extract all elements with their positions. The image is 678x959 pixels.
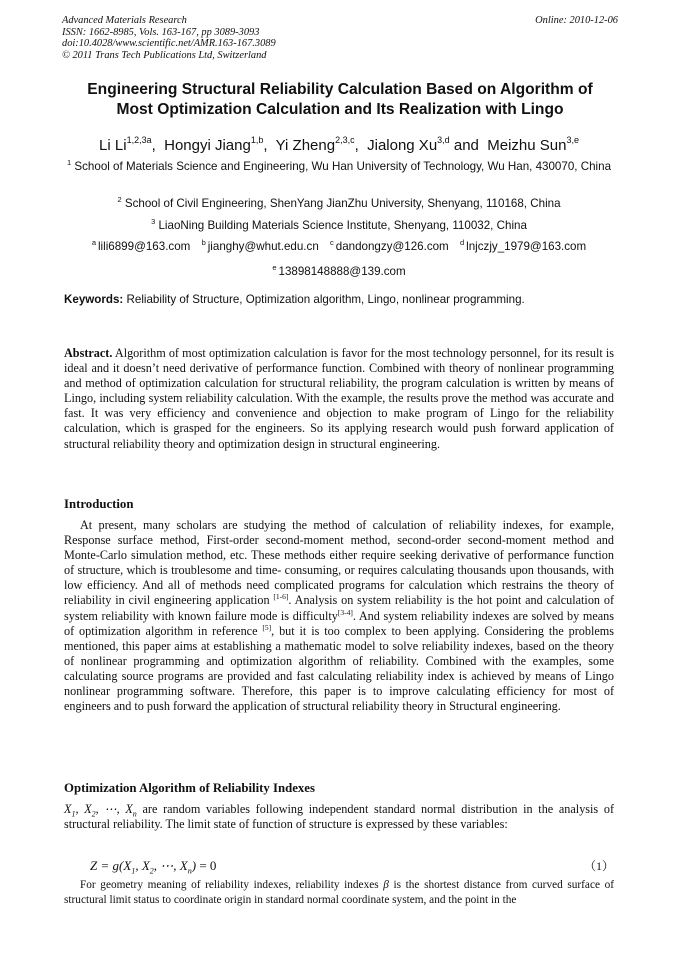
title-line-2: Most Optimization Calculation and Its Realization with Lingo bbox=[116, 101, 564, 118]
introduction-heading: Introduction bbox=[64, 497, 134, 511]
email-sup: c bbox=[330, 238, 334, 247]
affiliation-sup: 2 bbox=[117, 195, 122, 204]
affiliation-text: LiaoNing Building Materials Science Institute, Shenyang, 110032, China bbox=[158, 219, 527, 232]
affiliation-sup: 1 bbox=[66, 158, 72, 167]
author-sup: 3,e bbox=[566, 135, 579, 145]
email-address[interactable]: lnjczjy_1979@163.com bbox=[466, 240, 587, 253]
citation: [3-4] bbox=[337, 607, 353, 617]
keywords bbox=[64, 292, 624, 307]
author-sep: , bbox=[354, 137, 363, 154]
author-sup: 1,2,3a bbox=[126, 135, 152, 145]
optimization-paragraph bbox=[64, 802, 614, 832]
intro-text-1: At present, many scholars are studying the method of calculation of reliability indexes, for example, Response surface method, First-order second-moment method, second-order second-moment method and Monte-Carlo simulation method, etc. These methods either require seeking derivative of performance function of structure, which is troublesome and time- consuming, or requires calculating thousands upon thousands, with low efficiency. And all of methods need complicated programs for calculation which restrains the theory of reliability in civil engineering application bbox=[64, 518, 614, 608]
author-sep: , bbox=[151, 137, 160, 154]
title-line-1: Engineering Structural Reliability Calculation Based on Algorithm of bbox=[87, 81, 593, 98]
email-address[interactable]: jianghy@whut.edu.cn bbox=[207, 240, 319, 253]
email-address[interactable]: dandongzy@126.com bbox=[335, 240, 449, 253]
email-row-2 bbox=[40, 261, 638, 280]
geometry-text-1: For geometry meaning of reliability indexes, reliability indexes bbox=[80, 879, 384, 891]
email-sup: b bbox=[201, 238, 206, 247]
copyright-line: © 2011 Trans Tech Publications Ltd, Switzerland bbox=[62, 49, 267, 61]
journal-name: Advanced Materials Research bbox=[62, 15, 187, 26]
email-list bbox=[40, 236, 638, 279]
online-date: Online: 2010-12-06 bbox=[535, 15, 618, 26]
introduction-paragraph bbox=[64, 518, 614, 714]
email-sup: a bbox=[91, 238, 96, 247]
affiliation-text: School of Civil Engineering, ShenYang JianZhu University, Shenyang, 110168, China bbox=[124, 197, 561, 210]
author-list bbox=[40, 131, 638, 155]
author-sup: 3,d bbox=[437, 135, 450, 145]
affiliation-3 bbox=[56, 215, 622, 234]
math-variables: $X_1$, $X_2$, ⋯, $X_n$ bbox=[64, 802, 137, 819]
intro-text-3: . And system reliability indexes are solved by means of optimization algorithm in reference bbox=[64, 608, 614, 638]
affiliation-2 bbox=[56, 193, 622, 212]
email-row-1 bbox=[40, 236, 638, 255]
email-address[interactable]: 13898148888@139.com bbox=[278, 264, 406, 278]
doi-line: doi:10.4028/www.scientific.net/AMR.163-167.3089 bbox=[62, 38, 276, 50]
affiliation-text: School of Materials Science and Engineering, Wu Han University of Technology, Wu Han, 430070, China bbox=[74, 160, 612, 173]
author-name: Jialong Xu bbox=[367, 137, 438, 154]
equation-formula: $Z = g(X_1$, $X_2$, ⋯, $X_n) = 0$ bbox=[90, 858, 217, 876]
beta-symbol: β bbox=[383, 879, 389, 891]
author-name: Yi Zheng bbox=[275, 137, 336, 154]
abstract bbox=[64, 346, 614, 452]
abstract-text: Algorithm of most optimization calculation is favor for the most technology personnel, for its result is ideal and it doesn’t need derivative of performance function. Combined with theory of nonlinear programming and method of optimization calculation for structural reliability, the program calculation is written by means of Lingo, including system reliability calculation. With the example, the results prove the method was accurate and fast. It was very efficiency and convenience and objection to make program of Lingo for the reliability calculation, which is grasped for the engineers. So its applying research would push forward application of structural reliability theory and optimization design in structural engineering. bbox=[64, 346, 614, 451]
author-sep: , bbox=[263, 137, 272, 154]
author-sup: 2,3,c bbox=[335, 135, 355, 145]
issn-line: ISSN: 1662-8985, Vols. 163-167, pp 3089-3093 bbox=[62, 26, 260, 38]
email-sup: e bbox=[272, 262, 277, 272]
equation-1 bbox=[90, 857, 614, 875]
equation-number: （1） bbox=[583, 859, 614, 873]
geometry-paragraph bbox=[64, 878, 614, 909]
journal-header bbox=[62, 15, 618, 61]
citation: [5] bbox=[262, 622, 272, 632]
author-name: Li Li bbox=[99, 137, 127, 154]
paper-title bbox=[60, 80, 620, 120]
intro-text-2: . Analysis on system reliability is the hot point and calculation of system reliability with known failure mode is difficulty bbox=[64, 593, 615, 623]
author-name: Meizhu Sun bbox=[487, 137, 567, 154]
affiliation-1 bbox=[56, 156, 622, 175]
intro-text-4: , but it is too complex to been applying. Considering the problems mentioned, this paper aims at establishing a mathematic model to solve reliability indexes, based on the theory of nonlinear programming and optimization algorithm of reliability. Combined with the examples, some calculating source programs are provided and fast calculating reliability index is achieved by means of Lingo nonlinear programming software. Therefore, this paper is to improve calculating efficiency for most of engineers and to push forward the application of structural reliability theory in Structural engineering. bbox=[64, 623, 614, 714]
keywords-text: Reliability of Structure, Optimization algorithm, Lingo, nonlinear programming. bbox=[126, 293, 525, 306]
affiliation-sup: 3 bbox=[151, 217, 156, 226]
geometry-text-2: is the shortest distance from curved surface of structural limit status to coordinate origin in standard normal coordinate system, and the point in the bbox=[64, 879, 614, 907]
author-name: Hongyi Jiang bbox=[164, 137, 251, 154]
email-sup: d bbox=[459, 238, 465, 247]
optimization-text: are random variables following independent standard normal distribution in the analysis of structural reliability. The limit state of function of structure is expressed by these variables: bbox=[64, 802, 615, 832]
citation: [1-6] bbox=[273, 592, 289, 602]
author-sup: 1,b bbox=[250, 135, 264, 145]
keywords-label: Keywords: bbox=[64, 293, 124, 306]
email-address[interactable]: lili6899@163.com bbox=[97, 240, 191, 253]
author-sep: and bbox=[449, 137, 484, 154]
abstract-label: Abstract. bbox=[64, 346, 113, 360]
optimization-heading: Optimization Algorithm of Reliability Indexes bbox=[64, 781, 315, 795]
